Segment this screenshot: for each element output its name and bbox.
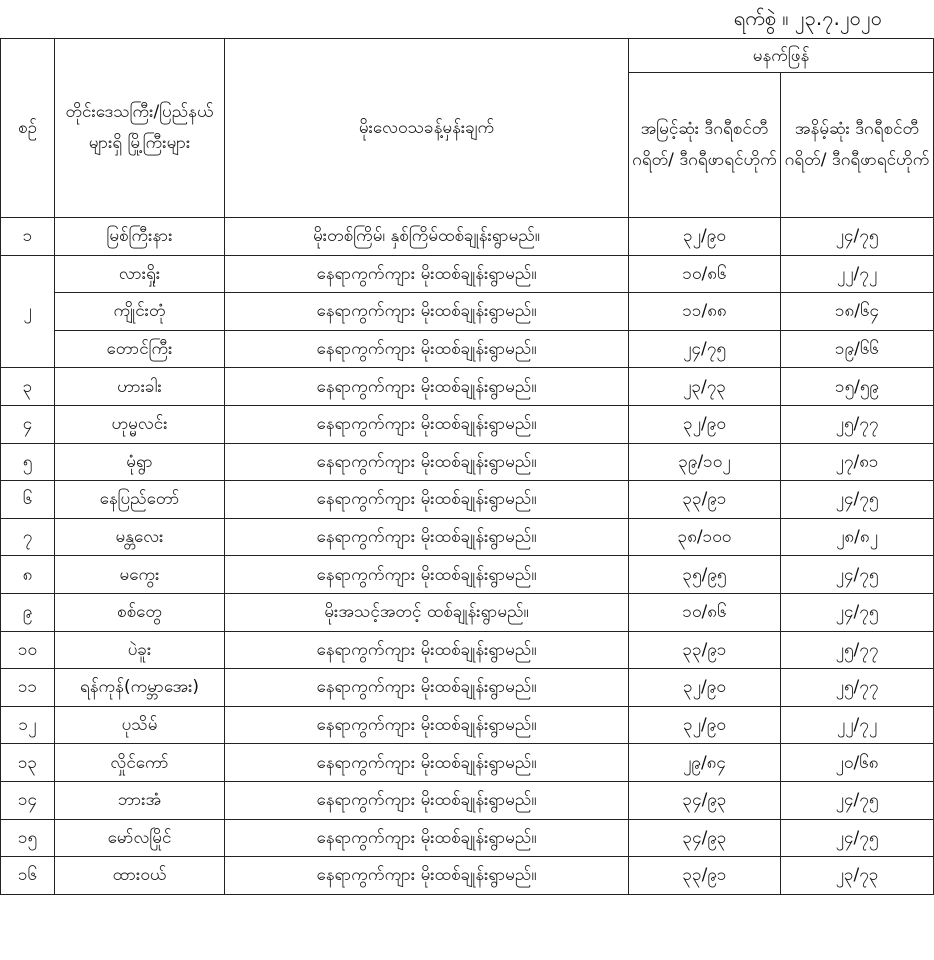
- header-min-temp: အနိမ့်ဆုံး ဒီဂရီစင်တီဂရိတ်/ ဒီဂရီဖာရင်ဟိုက်: [781, 73, 934, 218]
- city-name: နေပြည်တော်: [55, 481, 225, 519]
- forecast-text: နေရာကွက်ကျား မိုးထစ်ချုန်းရွာမည်။: [225, 405, 629, 443]
- min-temperature: ၂၄/၇၅: [781, 218, 934, 256]
- table-row: [1, 593, 934, 631]
- min-temperature: ၂၈/၈၂: [781, 518, 934, 556]
- table-row: [1, 255, 934, 293]
- max-temperature: ၃၃/၉၁: [629, 481, 781, 519]
- forecast-text: နေရာကွက်ကျား မိုးထစ်ချုန်းရွာမည်။: [225, 706, 629, 744]
- row-number: ၇: [1, 518, 55, 556]
- header-no: စဉ်: [1, 39, 55, 218]
- min-temperature: ၂၅/၇၇: [781, 631, 934, 669]
- min-temperature: ၂၅/၇၇: [781, 669, 934, 707]
- row-number: ၂: [1, 255, 55, 368]
- min-temperature: ၁၈/၆၄: [781, 293, 934, 331]
- city-name: ဟုမ္မလင်း: [55, 405, 225, 443]
- row-number: ၁: [1, 218, 55, 256]
- max-temperature: ၃၈/၁၀၀: [629, 518, 781, 556]
- min-temperature: ၂၇/၈၁: [781, 443, 934, 481]
- header-township: တိုင်းဒေသကြီး/ပြည်နယ်များရှိ မြို့ကြီးများ: [55, 39, 225, 218]
- min-temperature: ၂၄/၇၅: [781, 556, 934, 594]
- city-name: ကျိုင်းတုံ: [55, 293, 225, 331]
- forecast-text: နေရာကွက်ကျား မိုးထစ်ချုန်းရွာမည်။: [225, 819, 629, 857]
- table-row: [1, 518, 934, 556]
- forecast-text: မိုးတစ်ကြိမ်၊ နှစ်ကြိမ်ထစ်ချုန်းရွာမည်။: [225, 218, 629, 256]
- row-number: ၁၅: [1, 819, 55, 857]
- max-temperature: ၃၂/၉၀: [629, 706, 781, 744]
- min-temperature: ၁၅/၅၉: [781, 368, 934, 406]
- table-row: [1, 368, 934, 406]
- forecast-text: နေရာကွက်ကျား မိုးထစ်ချုန်းရွာမည်။: [225, 631, 629, 669]
- min-temperature: ၂၅/၇၇: [781, 405, 934, 443]
- max-temperature: ၃၄/၉၃: [629, 781, 781, 819]
- city-name: ပဲခူး: [55, 631, 225, 669]
- min-temperature: ၁၉/၆၆: [781, 330, 934, 368]
- table-row: [1, 857, 934, 895]
- row-number: ၅: [1, 443, 55, 481]
- city-name: မုံရွာ: [55, 443, 225, 481]
- city-name: လှိုင်ကော်: [55, 744, 225, 782]
- max-temperature: ၃၉/၁၀၂: [629, 443, 781, 481]
- city-name: မကွေး: [55, 556, 225, 594]
- table-row: [1, 218, 934, 256]
- row-number: ၁၂: [1, 706, 55, 744]
- min-temperature: ၂၄/၇၅: [781, 819, 934, 857]
- max-temperature: ၃၄/၉၃: [629, 819, 781, 857]
- table-body: [1, 218, 934, 895]
- max-temperature: ၂၉/၈၄: [629, 744, 781, 782]
- max-temperature: ၂၃/၇၃: [629, 368, 781, 406]
- max-temperature: ၃၂/၉၀: [629, 218, 781, 256]
- max-temperature: ၂၄/၇၅: [629, 330, 781, 368]
- city-name: ရန်ကုန်(ကမ္ဘာအေး): [55, 669, 225, 707]
- max-temperature: ၃၂/၉၀: [629, 669, 781, 707]
- max-temperature: ၁၀/၈၆: [629, 593, 781, 631]
- table-row: [1, 330, 934, 368]
- row-number: ၆: [1, 481, 55, 519]
- forecast-text: နေရာကွက်ကျား မိုးထစ်ချုန်းရွာမည်။: [225, 857, 629, 895]
- min-temperature: ၂၄/၇၅: [781, 781, 934, 819]
- row-number: ၃: [1, 368, 55, 406]
- table-row: [1, 293, 934, 331]
- forecast-text: နေရာကွက်ကျား မိုးထစ်ချုန်းရွာမည်။: [225, 443, 629, 481]
- city-name: မြစ်ကြီးနား: [55, 218, 225, 256]
- table-row: [1, 556, 934, 594]
- table-row: [1, 631, 934, 669]
- header-tomorrow: မနက်ဖြန်: [629, 39, 934, 73]
- min-temperature: ၂၀/၆၈: [781, 744, 934, 782]
- city-name: မော်လမြိုင်: [55, 819, 225, 857]
- min-temperature: ၂၄/၇၅: [781, 593, 934, 631]
- min-temperature: ၂၄/၇၅: [781, 481, 934, 519]
- max-temperature: ၁၁/၈၈: [629, 293, 781, 331]
- forecast-text: နေရာကွက်ကျား မိုးထစ်ချုန်းရွာမည်။: [225, 744, 629, 782]
- max-temperature: ၃၃/၉၁: [629, 631, 781, 669]
- city-name: ဟားခါး: [55, 368, 225, 406]
- forecast-text: မိုးအသင့်အတင့် ထစ်ချုန်းရွာမည်။: [225, 593, 629, 631]
- report-date: ရက်စွဲ ။ ၂၃.၇.၂၀၂၀: [733, 6, 882, 30]
- forecast-text: နေရာကွက်ကျား မိုးထစ်ချုန်းရွာမည်။: [225, 556, 629, 594]
- forecast-text: နေရာကွက်ကျား မိုးထစ်ချုန်းရွာမည်။: [225, 368, 629, 406]
- table-row: [1, 669, 934, 707]
- forecast-text: နေရာကွက်ကျား မိုးထစ်ချုန်းရွာမည်။: [225, 669, 629, 707]
- row-number: ၁၄: [1, 781, 55, 819]
- row-number: ၄: [1, 405, 55, 443]
- header-forecast: မိုးလေဝသခန့်မှန်းချက်: [225, 39, 629, 218]
- forecast-text: နေရာကွက်ကျား မိုးထစ်ချုန်းရွာမည်။: [225, 781, 629, 819]
- row-number: ၁၀: [1, 631, 55, 669]
- row-number: ၈: [1, 556, 55, 594]
- max-temperature: ၁၀/၈၆: [629, 255, 781, 293]
- city-name: မန္တလေး: [55, 518, 225, 556]
- min-temperature: ၂၃/၇၃: [781, 857, 934, 895]
- city-name: စစ်တွေ: [55, 593, 225, 631]
- table-row: [1, 443, 934, 481]
- city-name: ဘားအံ: [55, 781, 225, 819]
- row-number: ၁၃: [1, 744, 55, 782]
- forecast-text: နေရာကွက်ကျား မိုးထစ်ချုန်းရွာမည်။: [225, 293, 629, 331]
- forecast-text: နေရာကွက်ကျား မိုးထစ်ချုန်းရွာမည်။: [225, 518, 629, 556]
- row-number: ၉: [1, 593, 55, 631]
- row-number: ၁၁: [1, 669, 55, 707]
- row-number: ၁၆: [1, 857, 55, 895]
- city-name: ထားဝယ်: [55, 857, 225, 895]
- table-row: [1, 744, 934, 782]
- weather-forecast-table: [0, 38, 934, 895]
- table-row: [1, 706, 934, 744]
- header-max-temp: အမြင့်ဆုံး ဒီဂရီစင်တီဂရိတ်/ ဒီဂရီဖာရင်ဟိုက်: [629, 73, 781, 218]
- city-name: လားရှိုး: [55, 255, 225, 293]
- max-temperature: ၃၅/၉၅: [629, 556, 781, 594]
- min-temperature: ၂၂/၇၂: [781, 255, 934, 293]
- city-name: တောင်ကြီး: [55, 330, 225, 368]
- table-row: [1, 481, 934, 519]
- city-name: ပုသိမ်: [55, 706, 225, 744]
- table-row: [1, 819, 934, 857]
- forecast-text: နေရာကွက်ကျား မိုးထစ်ချုန်းရွာမည်။: [225, 330, 629, 368]
- max-temperature: ၃၂/၉၀: [629, 405, 781, 443]
- max-temperature: ၃၃/၉၁: [629, 857, 781, 895]
- forecast-text: နေရာကွက်ကျား မိုးထစ်ချုန်းရွာမည်။: [225, 481, 629, 519]
- min-temperature: ၂၂/၇၂: [781, 706, 934, 744]
- forecast-text: နေရာကွက်ကျား မိုးထစ်ချုန်းရွာမည်။: [225, 255, 629, 293]
- table-row: [1, 781, 934, 819]
- table-row: [1, 405, 934, 443]
